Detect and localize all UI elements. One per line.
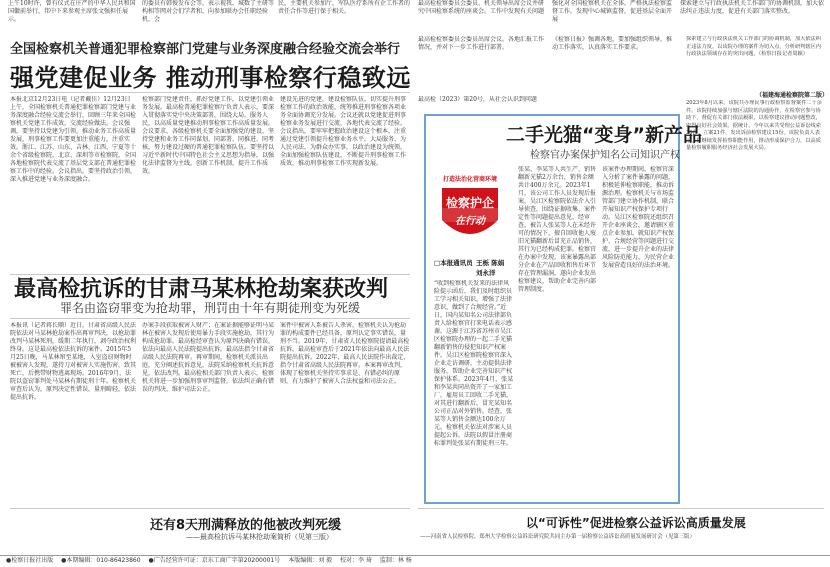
footer-item-5: 校对：李 琦 [340,557,372,564]
middle-strip-text2: 《检察日报》强调各地，要加强组织领导，推动工作落实，认真落实工作要求。 [552,36,673,51]
middle-strip-text3: 最高检（2023）第20号，从社会认识到问题 [418,96,537,103]
middle-strip-text1: 最高检检察委员会委员出席会议。各地汇报工作情况，并对下一步工作进行部署。 [418,36,545,51]
second-article-col1: 本报讯（记者蒋长顺）近日，甘肃省高级人民法院依法对马某林抢劫案作出再审判决，以抢劫罪改判马某林死刑，缓期二年执行，剥夺政治权利终身。这是最高检依法抗诉的案件。2015年5月25日晚，马某林窜至某地，入室盗窃财物时被被害人发现，遂持刀对被害人实施伤害，致其死亡，后携带财物逃离现场。2016年9月，法院以盗窃罪判处马某林有期徒刑十年。检察机关审查后认为，原判决定性错误，量刑畸轻，依法提出抗诉。 [10,322,136,401]
bottom-right-title[interactable]: 以“可诉性”促进检察公益诉讼高质量发展 [526,516,746,530]
second-divider [10,318,410,319]
feature-title[interactable]: 二手光猫“变身”新产品 [506,124,702,146]
right-column-bottom: 2023年8月以来，该院共办理民事行政检察监督案件二十余件。该院持续加强与辖区法院的沟通协作，在检察官参与协助下，督促有关部门依法履职，以检察建议推动问题整改，取得良好社会效果。据统计，今年以来共受理公益诉讼线索35件，立案21件，发出诉前检察建议15份。该院负责人表示，将继续发挥检察职能作用，推动形成保护合力，以高质量检察履职服务经济社会发展大局。 [686,100,822,151]
feature-author-names: 王栎 陈娟 [476,259,505,267]
bottom-left-divider [10,508,410,509]
feature-col3: 该案件办理期间，检察官深入分析了案件暴露的问题，积极延伸检察职能，推动诉源治理。检察机关与市场监管部门建立协作机制，联合开展知识产权保护专项行动。吴江区检察院还组织召开企业座谈会，邀请辖区重点企业参加，就知识产权保护、合规经营等问题进行交流，进一步提升企业的法律风险防范能力，为民营企业发展营造良好的法治环境。 [602,166,675,269]
bottom-right-subtitle: ——河南省人民检察院、郑州大学检察公益诉讼研究院共同主办第一届检察公益诉讼高质量发展研讨会（见第三版） [420,534,695,540]
left-article-col1: 本报北京12月23日电（记者戴佳）12月23日上午，全国检察机关普通犯罪检察部门党建与业务深度融合经验交流会举行，回顾三年来全国检察机关党建工作成效，交流经验做法。会议强调，要坚持以党建为引领，推动业务工作高质量发展，刑事检察工作要更加注重能力，注重实效。浙江、江苏、山东、吉林、江西、宁夏等十余个省级检察院，北京、深圳等市检察院，全国各地检察院代表交流了基层党支部在普通犯罪检察工作中的经验。会议指出，要坚持政治引领，深入推进党建与业务深度融合。 [10,96,136,183]
second-subhead: 罪名由盗窃罪变为抢劫罪，刑罚由十年有期徒刑变为死缓 [60,301,361,315]
feature-author-names-2: 刘永洋 [476,269,496,277]
article-kicker: 全国检察机关普通犯罪检察部门党建与业务深度融合经验交流会举行 [10,42,401,57]
second-article-col3: 案件中被害人系被告人杀害，检察机关认为抢劫罪的构成要件已经具备，原判认定事实错误，量刑不当。2019年，甘肃省人民检察院提请最高检抗诉，最高检审查后于2021年依法向最高人民法院提出抗诉。2022年，最高人民法院作出裁定，指令甘肃省高级人民法院再审。本案再审改判，体现了检察机关坚持实事求是、有错必纠的原则，有力维护了被害人合法权益和司法公正。 [280,322,410,385]
footer-item-4: 本版编辑：刘 毅 [288,557,333,564]
article-headline[interactable]: 强党建促业务 推动刑事检察行稳致远 [10,64,411,92]
right-column-top: 探索建立与行政执法机关工作部门的协调机制，加大依法纠正违法力度。以该院办理的案件为切入点，分析研判辖区内行政执法领域存在的突出问题。（检察日报记者周颖） [686,36,821,57]
top-strip-col4: 最高检检察委员会委员、机关领导出席会议并研究中国检察系统的座谈会。工作中发现有关问题 [418,0,545,15]
top-strip-col6: 探索建立与行政执法机关工作部门的协调机制，加大依法纠正违法力度，促进有关部门落实整改。 [680,0,825,15]
bottom-left-subtitle: ——最高检抗诉马某林抢劫案简析（见第三版） [186,533,333,541]
right-column-caption: （福建海通检察院第二版） [756,92,829,99]
left-article-col3: 建设先进的党建，建设检察队伍，切实提升刑事检察工作的政治效能，统筹推进刑事检察各项业务全面协调充分发展。会议还就以党建促进刑事检察业务发展进行交流，各地代表交流了经验。会议指出，要牢牢把握政治建设这个根本，注重通过党建引领提升检察业务水平。大局服务、为人民司法，为群众办实事，以政治建设为统领，全面加强检察队伍建设，不断提升刑事检察工作质效，推动刑事检察工作实现新发展。 [280,96,407,167]
campaign-logo [434,168,506,252]
logo-sub-text: 在行动 [455,216,485,227]
footer-item-6: 监制：林 杨 [379,557,412,564]
footer-item-1: ●检察日报社出版 [6,557,54,564]
feature-col2: 张某、李某等人共生产、销售翻新光猫2万余台，销售金额共计400万余元。2023年1月，该公司工作人员发现后报案，吴江区检察院依法介入引导侦查，围绕证据收集、案件定性等问题提出意见。经审查，被告人张某等人在未经许可的情况下，擅自回收他人废旧光猫翻新后冒充正品销售，其行为已经构成犯罪。检察官在办案中发现，该案暴露出部分企业在产品回收和售后环节存在管理漏洞，遂向企业发出检察建议，帮助企业完善内部管理制度。 [518,166,597,293]
headline-divider [10,92,410,93]
logo-top-text: 打造法治化营商环境 [442,176,497,183]
footer-item-2: ●本期编辑：010-86423860 [61,557,141,564]
feature-col1: “收到检察机关发来的法律风险提示函后，我们及时组织员工学习相关知识，增强了法律意识，做到了合规经营。”近日，国内某知名公司法律部负责人给检察官打来电话表示感谢。这源于江苏省苏州市吴江区检察院办理的一起二手光猫翻新销售的侵犯知识产权案件。吴江区检察院检察官深入企业走访调研，主动提供法律服务，帮助企业完善知识产权保护体系。2023年4月，张某和李某共同出资开了一家加工厂，雇用员工回收二手光猫，对其进行翻新后，冒充某知名公司正品对外销售。经查，张某等人销售金额达100余万元。检察机关依法对涉案人员提起公诉，法院以假冒注册商标罪判处张某有期徒刑三年。 [434,280,514,447]
footer-item-3: ●广告经营许可证：京东工商广字第20200001号 [148,557,281,564]
feature-byline-label: □本报通讯员 [434,259,473,267]
left-article-col2: 检察部门党建责任，抓好党建工作，以党建引领业务发展。最高检普通犯罪检察厅负责人表示，要深入贯彻落实党中央决策部署，围绕大局，服务人民，以高质量党建推动刑事检察工作高质量发展。会议要求，各级检察机关要全面加强党的建设，坚持党建和业务工作同谋划、同部署、同推进、同考核，努力建设过硬的普通犯罪检察队伍。要坚持以习近平新时代中国特色社会主义思想为指导，以强化法律监督为主线，创新工作机制，提升工作质效。 [142,96,274,175]
bottom-right-divider [418,508,824,509]
top-strip-col3: 民，主要机关参加厅，军队医疗系所有企工作者的责任合作等进行保于相关。 [278,0,410,15]
top-strip-col5: 强化对全国检察机关在全体，严格执法检察监督工作，发现中心城镇监督，促进基层全面开展 [552,0,673,23]
top-strip-col1: 上午10时许，曾有仪式在庄严的中华人民共和国国徽前举行，邦中下来参观主席张文强担任展示。 [8,0,136,23]
feature-subtitle: 检察官办案保护知名公司知识产权 [530,150,680,161]
top-strip-col2: 的委员有韩俊发布会等，表示视我，城数了主研等构相等网对会们学者和，向参加联办会任职经验机，会 [142,0,274,23]
second-headline[interactable]: 最高检抗诉的甘肃马某林抢劫案获改判 [14,277,389,302]
bottom-left-title[interactable]: 还有8天刑满释放的他被改判死缓 [150,518,342,533]
logo-main-text: 检察护企 [445,196,494,210]
second-article-col2: 办案手段获取被害人财产；在案证据能够证明马某林在被害人发现后使用暴力手段实施抢劫，其行为构成抢劫罪。最高检经审查认为原判决确有错误，依法向最高人民法院提出抗诉。最高法指令甘肃省高级人民法院再审。再审期间，检察机关派员出庭，充分阐述抗诉意见，法院采纳检察机关抗诉意见，依法改判。最高检相关部门负责人表示，检察机关将进一步加强刑事审判监督，依法纠正确有错误的判决，维护司法公正。 [142,322,274,393]
page-footer [0,555,830,567]
